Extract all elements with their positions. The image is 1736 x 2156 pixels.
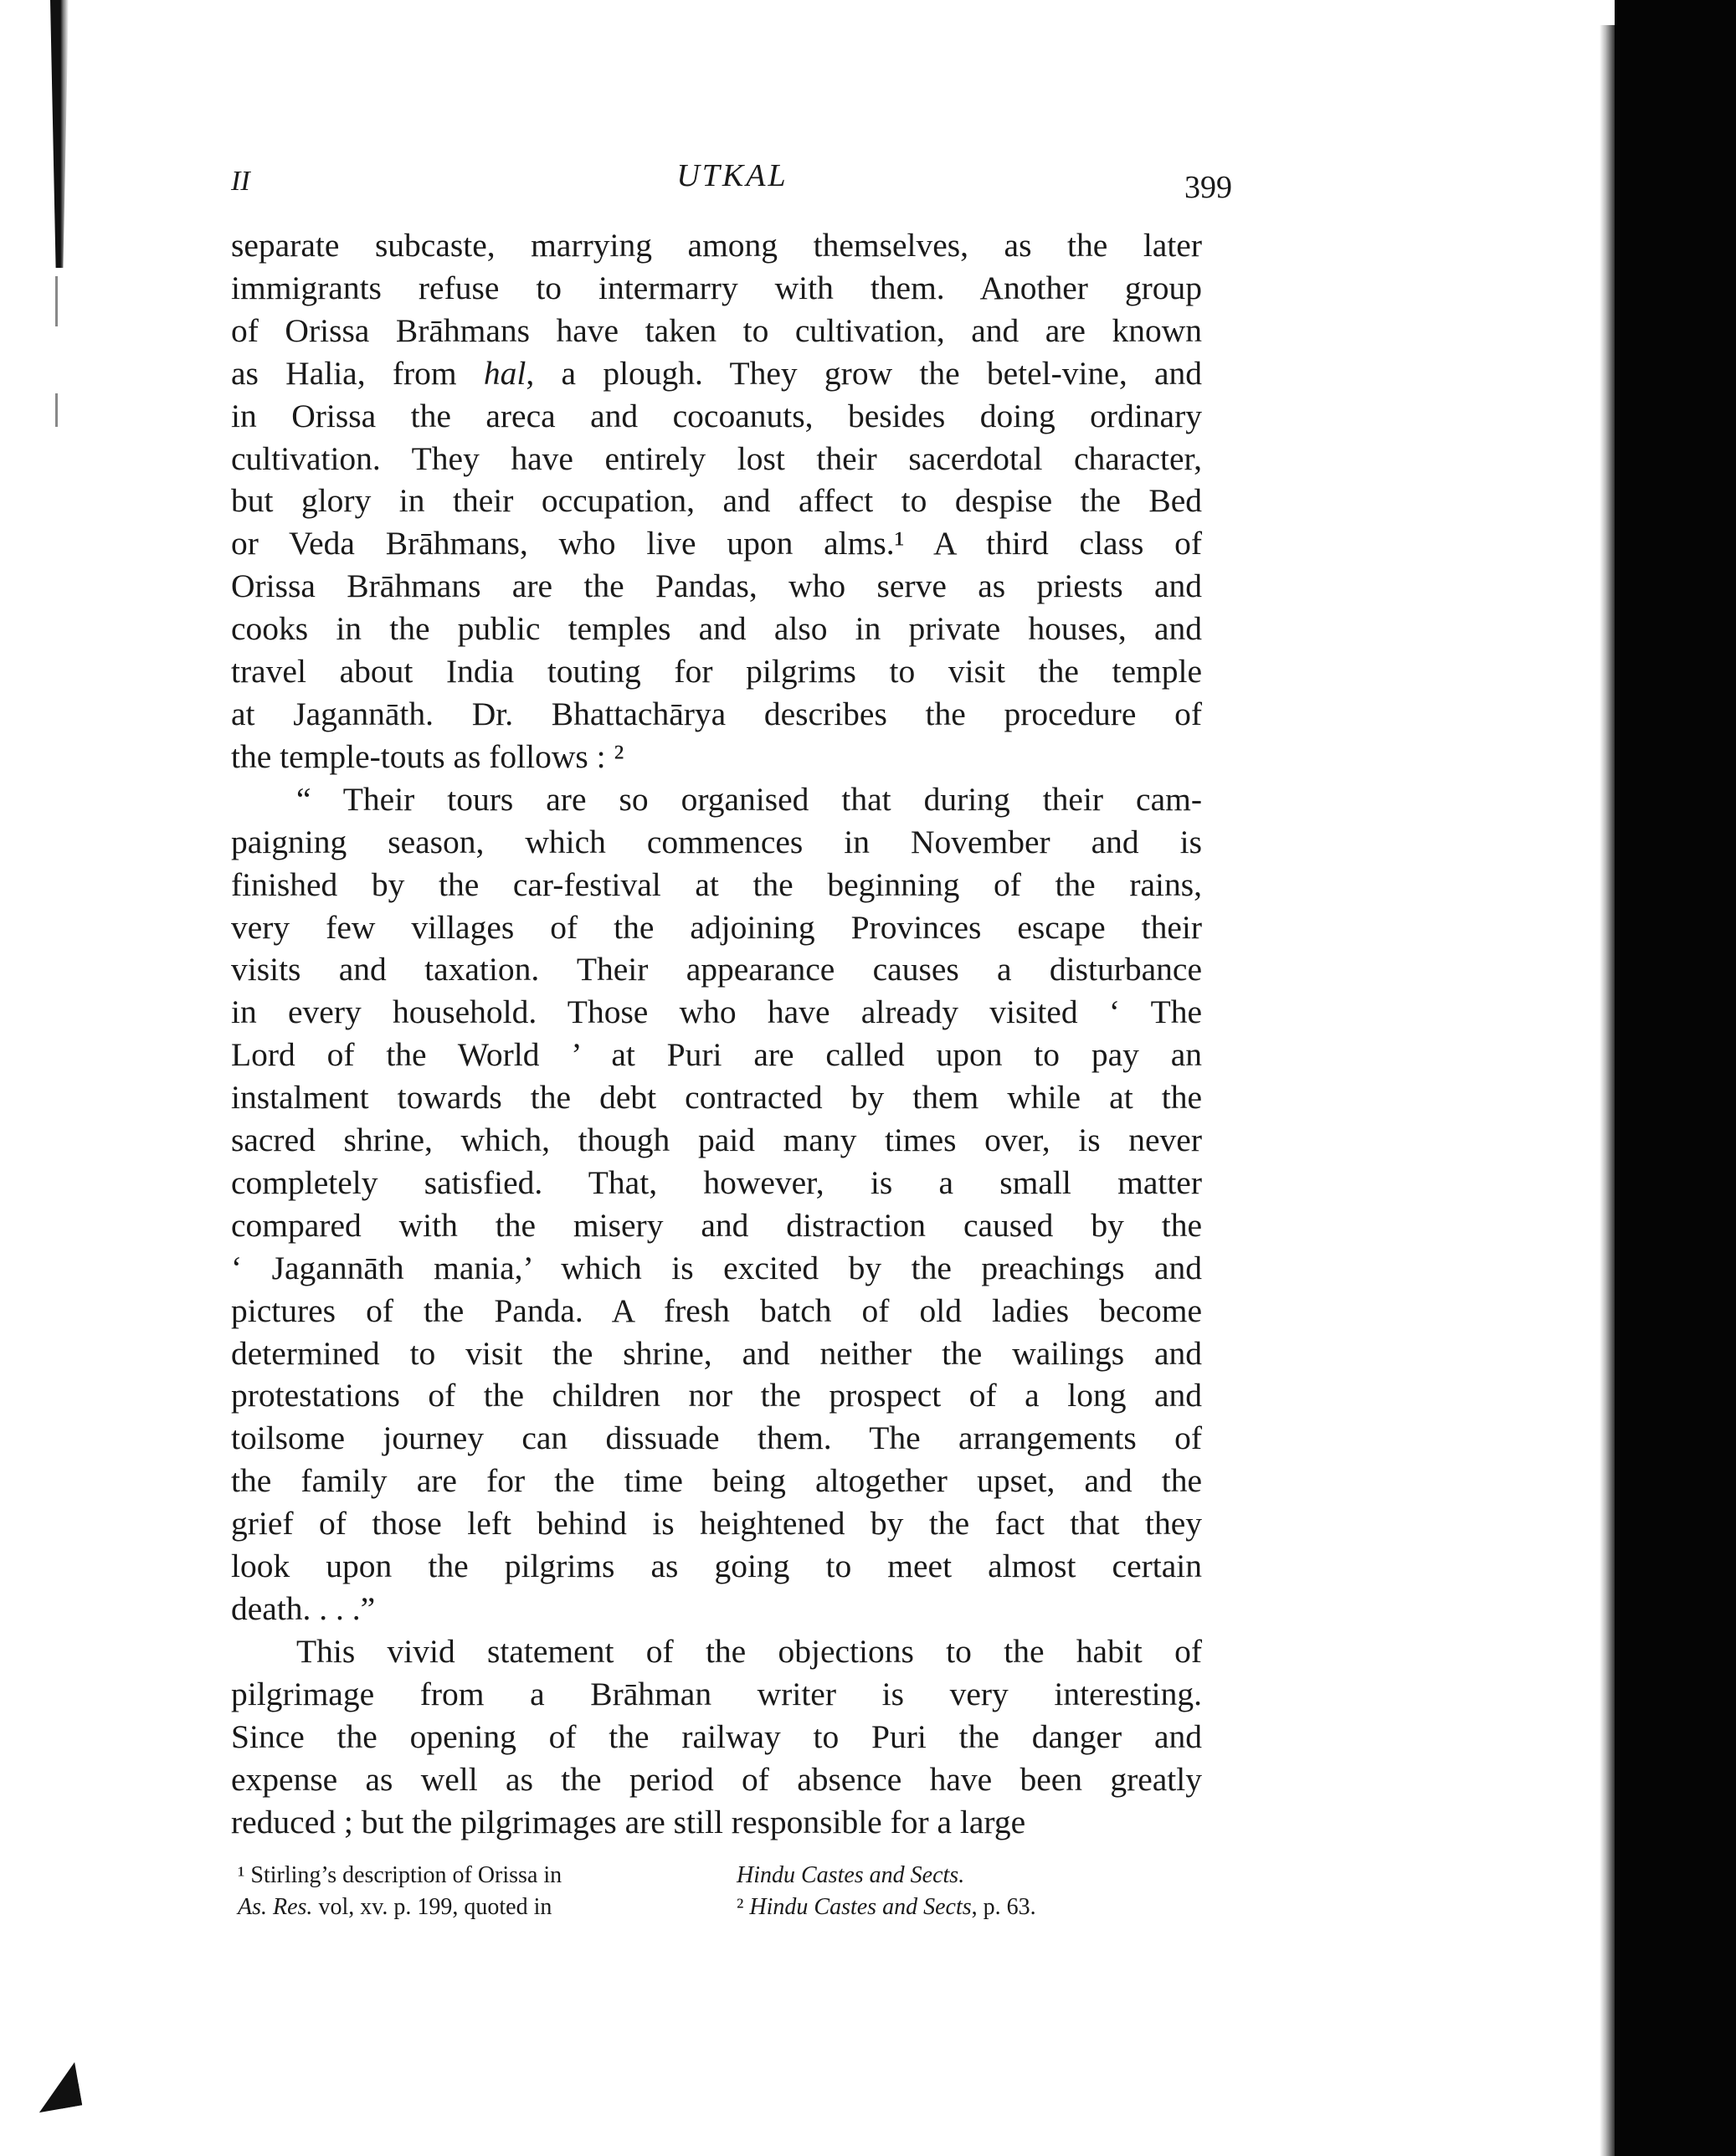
text-line: visits and taxation. Their appearance causes a disturbance xyxy=(231,951,1202,988)
footnote-1-line-3: Hindu Castes and Sects. xyxy=(737,1862,965,1888)
text-line: or Veda Brāhmans, who live upon alms.¹ A third class of xyxy=(231,525,1202,562)
text-line: pictures of the Panda. A fresh batch of old ladies become xyxy=(231,1291,1202,1329)
text-line: This vivid statement of the objections to the habit of xyxy=(296,1632,1202,1670)
text-line: grief of those left behind is heightened by the fact that they xyxy=(231,1505,1202,1543)
scan-speck xyxy=(55,276,58,326)
footnote-2-citation: , p. 63. xyxy=(971,1894,1036,1920)
text-line: sacred shrine, which, though paid many times over, is never xyxy=(231,1122,1202,1159)
scan-speck xyxy=(55,393,58,427)
text-line: travel about India touting for pilgrims to visit the temple xyxy=(231,653,1202,690)
paragraph-1 xyxy=(231,224,1202,778)
body-text xyxy=(231,224,1202,1843)
footnote-2-source: Hindu Castes and Sects xyxy=(749,1894,972,1920)
text-line: ‘ Jagannāth mania,’ which is excited by the preachings and xyxy=(231,1249,1202,1286)
text-line: cooks in the public temples and also in private houses, and xyxy=(231,610,1202,648)
text-line: expense as well as the period of absence have been greatly xyxy=(231,1760,1202,1798)
text-line: as Halia, from hal, a plough. They grow the betel-vine, and xyxy=(231,354,1202,392)
text-line: in Orissa the areca and cocoanuts, besides doing ordinary xyxy=(231,397,1202,434)
running-header xyxy=(226,156,1239,206)
text-line: look upon the pilgrims as going to meet almost certain xyxy=(231,1548,1202,1585)
text-line: “ Their tours are so organised that during their cam- xyxy=(296,780,1202,818)
footnote-2-marker: ² xyxy=(737,1894,744,1920)
text-line: pilgrimage from a Brāhman writer is very interesting. xyxy=(231,1675,1202,1712)
corner-triangle-mark xyxy=(32,2062,82,2112)
footnote-2 xyxy=(737,1892,1036,1923)
footnote-1-line-1: ¹ Stirling’s description of Orissa in xyxy=(238,1862,562,1888)
text-line: paigning season, which commences in November and is xyxy=(231,823,1202,860)
footnote-1-citation: vol, xv. p. 199, quoted in xyxy=(312,1894,552,1920)
signature-mark: II xyxy=(231,166,250,197)
text-line: completely satisfied. That, however, is a small matter xyxy=(231,1163,1202,1201)
text-line: separate subcaste, marrying among themselves, as the later xyxy=(231,227,1202,264)
footnote-1-source: As. Res. xyxy=(238,1894,313,1920)
page-title: UTKAL xyxy=(676,158,788,193)
text-line: Orissa Brāhmans are the Pandas, who serve as priests and xyxy=(231,567,1202,605)
text-line: toilsome journey can dissuade them. The arrangements of xyxy=(231,1419,1202,1457)
text-line: determined to visit the shrine, and neither the wailings and xyxy=(231,1334,1202,1372)
paragraph-2 xyxy=(231,778,1202,1630)
text-line: Since the opening of the railway to Puri the danger and xyxy=(231,1717,1202,1755)
scan-edge-left xyxy=(50,0,69,268)
text-line: at Jagannāth. Dr. Bhattachārya describes the procedure of xyxy=(231,695,1202,732)
footnote-1-line-2 xyxy=(238,1892,562,1923)
text-line: very few villages of the adjoining Provinces escape their xyxy=(231,908,1202,946)
text-line: protestations of the children nor the prospect of a long and xyxy=(231,1377,1202,1414)
text-line: in every household. Those who have already visited ‘ The xyxy=(231,993,1202,1031)
text-line: death. . . .” xyxy=(231,1590,376,1627)
text-line: the family are for the time being altogether upset, and the xyxy=(231,1462,1202,1500)
footnote-column-left xyxy=(238,1860,562,1923)
text-line: finished by the car-festival at the beginning of the rains, xyxy=(231,865,1202,903)
paragraph-3 xyxy=(231,1630,1202,1844)
text-line: compared with the misery and distraction caused by the xyxy=(231,1206,1202,1244)
text-line: but glory in their occupation, and affect to despise the Bed xyxy=(231,482,1202,520)
footnote-column-right xyxy=(737,1860,1036,1923)
text-line: instalment towards the debt contracted by them while at the xyxy=(231,1079,1202,1116)
text-line: the temple-touts as follows : ² xyxy=(231,737,624,775)
text-line: Lord of the World ’ at Puri are called upon to pay an xyxy=(231,1036,1202,1074)
text-line: of Orissa Brāhmans have taken to cultivation, and are known xyxy=(231,311,1202,349)
page-number: 399 xyxy=(1184,170,1232,205)
text-line: cultivation. They have entirely lost their sacerdotal character, xyxy=(231,439,1202,477)
text-line: reduced ; but the pilgrimages are still responsible for a large xyxy=(231,1803,1026,1840)
book-spine-shadow xyxy=(1615,0,1736,2156)
text-line: immigrants refuse to intermarry with them. Another group xyxy=(231,269,1202,306)
